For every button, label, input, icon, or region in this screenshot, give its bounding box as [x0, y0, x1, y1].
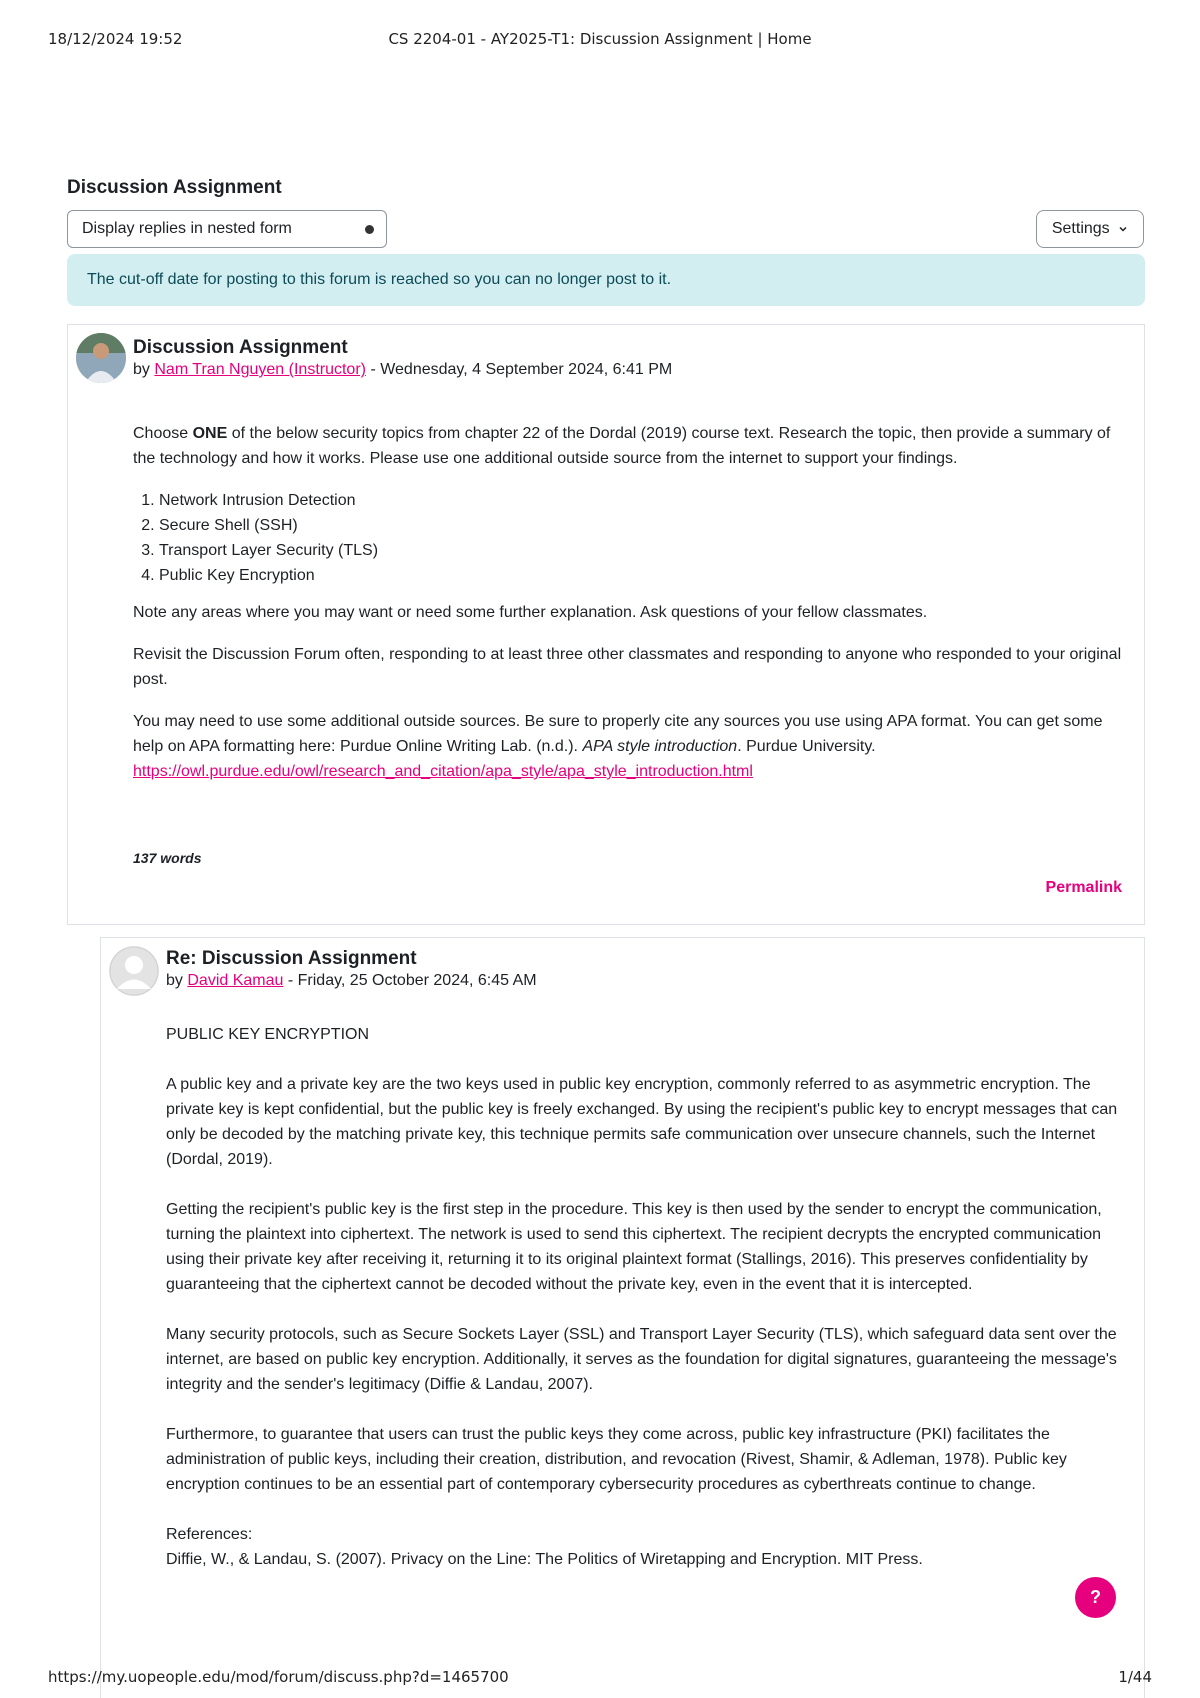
post-date: - Wednesday, 4 September 2024, 6:41 PM	[370, 361, 673, 378]
print-footer	[0, 1668, 1200, 1688]
sources-paragraph: You may need to use some additional outside sources. Be sure to properly cite any sources you use using APA format. You can get some help on APA formatting here: Purdue Online Writing Lab. (n.d.). APA style introduction. Purdue University. https://owl.purdue.edu/owl/research_and_citation/apa_style/apa_style_introduction.html	[133, 713, 1103, 780]
note-paragraph: Note any areas where you may want or need some further explanation. Ask questions of your fellow classmates.	[133, 604, 928, 621]
word-count: 137 words	[133, 850, 202, 866]
list-item: 1. Network Intrusion Detection	[159, 488, 1123, 513]
reply-heading: PUBLIC KEY ENCRYPTION	[166, 1026, 370, 1043]
cutoff-alert: The cut-off date for posting to this forum is reached so you can no longer post to it.	[67, 254, 1145, 306]
help-button[interactable]: ?	[1075, 1577, 1116, 1618]
list-item: 4. Public Key Encryption	[159, 563, 1123, 588]
list-item: 2. Secure Shell (SSH)	[159, 513, 1123, 538]
list-item: 3. Transport Layer Security (TLS)	[159, 538, 1123, 563]
intro-paragraph: Choose ONE of the below security topics from chapter 22 of the Dordal (2019) course text. Research the topic, then provide a summary of the technology and how it works. Please use one additional outside source from the internet to support your findings.	[133, 425, 1111, 467]
revisit-paragraph: Revisit the Discussion Forum often, responding to at least three other classmates and responding to anyone who responded to your original post.	[133, 646, 1122, 688]
display-mode-select[interactable]	[67, 210, 387, 248]
by-label: by	[166, 972, 183, 989]
reply-content	[166, 1022, 1126, 1572]
purdue-owl-link[interactable]: https://owl.purdue.edu/owl/research_and_citation/apa_style/apa_style_introduction.html	[133, 763, 753, 780]
post-content	[133, 421, 1123, 801]
print-url: https://my.uopeople.edu/mod/forum/discuss.php?d=1465700	[48, 1668, 509, 1686]
reply-paragraph: Furthermore, to guarantee that users can trust the public keys they come across, public key infrastructure (PKI) facilitates the administration of public keys, including their creation, distribution, and revocation (Rivest, Shamir, & Adleman, 1978). Public key encryption continues to be an essential part of contemporary cybersecurity procedures as cyberthreats continue to change.	[166, 1426, 1067, 1493]
reply-post	[100, 937, 1145, 1698]
print-datetime: 18/12/2024 19:52	[48, 30, 183, 48]
author-link[interactable]: Nam Tran Nguyen (Instructor)	[154, 361, 366, 378]
topic-list	[133, 488, 1123, 588]
reply-paragraph: A public key and a private key are the two keys used in public key encryption, commonly referred to as asymmetric encryption. The private key is kept confidential, but the public key is freely exchanged. By using the recipient's public key to encrypt messages that can only be decoded by the matching private key, this technique permits safe communication over unsecure channels, such the Internet (Dordal, 2019).	[166, 1076, 1118, 1168]
author-link[interactable]: David Kamau	[187, 972, 284, 989]
post-date: - Friday, 25 October 2024, 6:45 AM	[287, 972, 537, 989]
post-meta	[133, 361, 672, 379]
references-label: References:	[166, 1526, 253, 1543]
display-mode-value: Display replies in nested form	[82, 220, 292, 237]
by-label: by	[133, 361, 150, 378]
page-title: Discussion Assignment	[67, 177, 282, 198]
post-subject: Discussion Assignment	[133, 337, 348, 358]
print-header	[0, 30, 1200, 50]
permalink-link[interactable]: Permalink	[1045, 879, 1122, 896]
user-placeholder-icon	[109, 946, 159, 996]
print-page-title: CS 2204-01 - AY2025-T1: Discussion Assignment | Home	[388, 30, 812, 48]
avatar[interactable]	[76, 333, 126, 383]
settings-button[interactable]	[1036, 210, 1144, 248]
discussion-post	[67, 324, 1145, 925]
reply-paragraph: Many security protocols, such as Secure Sockets Layer (SSL) and Transport Layer Security (TLS), which safeguard data sent over the internet, are based on public key encryption. Additionally, it serves as the foundation for digital signatures, guaranteeing the message's integrity and the sender's legitimacy (Diffie & Landau, 2007).	[166, 1326, 1117, 1393]
settings-label: Settings	[1051, 220, 1110, 237]
reply-paragraph: Getting the recipient's public key is the first step in the procedure. This key is then used by the sender to encrypt the communication, turning the plaintext into ciphertext. The network is used to send this ciphertext. The recipient decrypts the encrypted communication using their private key after receiving it, returning it to its original plaintext format (Stallings, 2016). This preserves confidentiality by guaranteeing that the ciphertext cannot be decoded without the private key, even in the event that it is intercepted.	[166, 1201, 1102, 1293]
post-meta	[166, 972, 537, 990]
reference-item: Diffie, W., & Landau, S. (2007). Privacy on the Line: The Politics of Wiretapping and Encryption. MIT Press.	[166, 1551, 923, 1568]
post-subject: Re: Discussion Assignment	[166, 948, 417, 969]
print-page-number: 1/44	[1118, 1668, 1152, 1686]
select-indicator-icon	[365, 225, 374, 234]
avatar[interactable]	[109, 946, 159, 996]
chevron-down-icon	[1118, 224, 1128, 234]
instructor-photo-icon	[76, 333, 126, 383]
